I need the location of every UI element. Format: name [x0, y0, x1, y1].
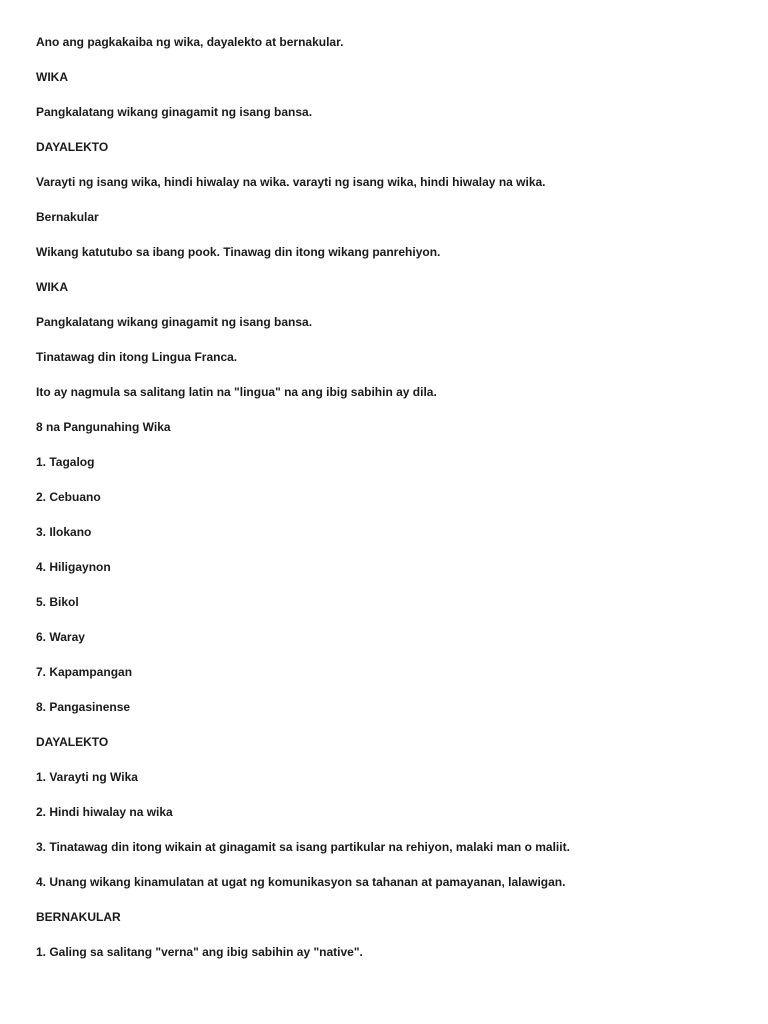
paragraph: Pangkalatang wikang ginagamit ng isang bansa. — [36, 105, 313, 119]
paragraph: Varayti ng isang wika, hindi hiwalay na wika. varayti ng isang wika, hindi hiwalay na wika. — [36, 175, 546, 189]
paragraph: Tinatawag din itong Lingua Franca. — [36, 350, 238, 364]
list-item: 4. Hiligaynon — [36, 560, 111, 574]
document-title: Ano ang pagkakaiba ng wika, dayalekto at bernakular. — [36, 35, 344, 49]
list-item: 3. Ilokano — [36, 525, 92, 539]
paragraph: Ito ay nagmula sa salitang latin na "lingua" na ang ibig sabihin ay dila. — [36, 385, 437, 399]
list-item: 1. Varayti ng Wika — [36, 770, 138, 784]
section-heading-wika: WIKA — [36, 280, 68, 294]
list-item: 6. Waray — [36, 630, 85, 644]
document-body — [36, 34, 736, 979]
list-item: 4. Unang wikang kinamulatan at ugat ng komunikasyon sa tahanan at pamayanan, lalawigan. — [36, 875, 566, 889]
section-heading-bernakular: Bernakular — [36, 210, 99, 224]
list-item: 3. Tinatawag din itong wikain at ginagamit sa isang partikular na rehiyon, malaki man o maliit. — [36, 840, 570, 854]
list-heading: 8 na Pangunahing Wika — [36, 420, 171, 434]
list-item: 2. Cebuano — [36, 490, 101, 504]
list-item: 7. Kapampangan — [36, 665, 133, 679]
list-item: 5. Bikol — [36, 595, 79, 609]
paragraph: Wikang katutubo sa ibang pook. Tinawag din itong wikang panrehiyon. — [36, 245, 441, 259]
paragraph: Pangkalatang wikang ginagamit ng isang bansa. — [36, 315, 313, 329]
list-item: 1. Tagalog — [36, 455, 95, 469]
list-item: 1. Galing sa salitang "verna" ang ibig sabihin ay "native". — [36, 945, 363, 959]
section-heading-dayalekto: DAYALEKTO — [36, 140, 109, 154]
list-item: 8. Pangasinense — [36, 700, 131, 714]
section-heading-dayalekto: DAYALEKTO — [36, 735, 109, 749]
section-heading-wika: WIKA — [36, 70, 68, 84]
list-item: 2. Hindi hiwalay na wika — [36, 805, 173, 819]
section-heading-bernakular: BERNAKULAR — [36, 910, 121, 924]
